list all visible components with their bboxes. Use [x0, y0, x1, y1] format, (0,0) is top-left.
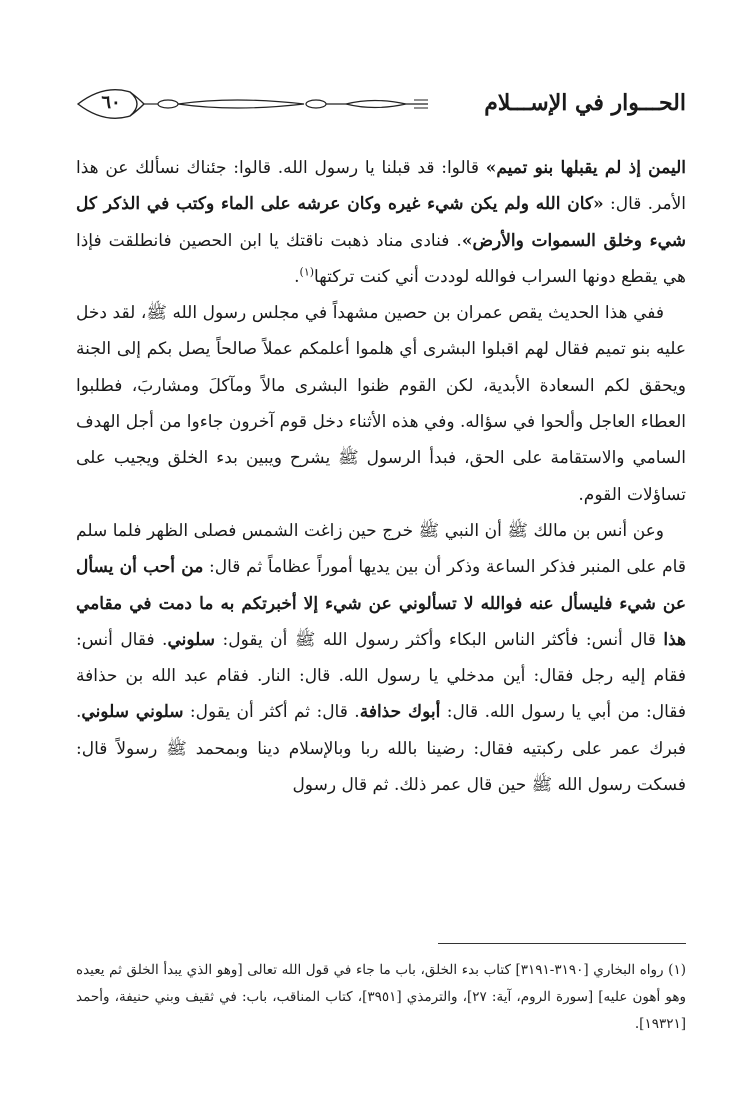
text-run: .	[294, 266, 300, 287]
text-run: قالوا: قد قبلنا يا رسول الله. قالوا: جئناك نسألك عن هذا الأمر. قال:	[76, 158, 686, 215]
footnote-ref: (١)	[299, 265, 315, 279]
footnote-separator	[438, 943, 686, 944]
footnotes	[76, 957, 686, 1038]
bold-quote: «كان الله ولم يكن شيء غيره وكان عرشه على الماء وكتب في الذكر كل شيء وخلق السموات والأرض»	[76, 194, 686, 251]
page-number: ٦٠	[101, 92, 121, 113]
text-run: . فبرك عمر على ركبتيه فقال: رضينا بالله ربا وبالإسلام دينا وبمحمد ﷺ رسولاً قال: فسكت رسول الله ﷺ حين قال عمر ذلك. ثم قال رسول	[76, 702, 686, 796]
text-run: قال أنس: فأكثر الناس البكاء وأكثر رسول الله ﷺ أن يقول:	[215, 629, 664, 650]
footnote-item: (١) رواه البخاري [٣١٩٠-٣١٩١] كتاب بدء الخلق، باب ما جاء في قول الله تعالى [وهو الذي يبدأ الخلق ثم يعيده وهو أهون عليه] [سورة الروم، آية: ٢٧]، والترمذي [٣٩٥١]، كتاب المناقب، باب: في ثقيف وبني حنيفة، وأحمد [١٩٣٢١].	[76, 962, 687, 1032]
page-header	[74, 84, 686, 124]
bold-quote: أبوك حذافة	[359, 702, 441, 723]
bold-quote: سلوني سلوني	[81, 702, 184, 723]
text-run: . فنادى مناد ذهبت ناقتك يا ابن الحصين فانطلقت فإذا هي يقطع دونها السراب فوالله لوددت أني كنت تركتها	[76, 230, 686, 287]
text-run: . فقال أنس: فقام إليه رجل فقال: أين مدخلي يا رسول الله. قال: النار. فقام عبد الله بن حذافة فقال: من أبي يا رسول الله. قال:	[76, 629, 686, 723]
text-run: ففي هذا الحديث يقص عمران بن حصين مشهداً في مجلس رسول الله ﷺ، لقد دخل عليه بنو تميم فقال لهم اقبلوا البشرى أي هلموا أعلمكم عملاً صالحاً يصل بكم إلى الجنة ويحقق لكم السعادة الأبدية، لكن القوم ظنوا البشرى مالاً ومآكلَ ومشاربَ، فطلبوا العطاء العاجل وألحوا في سؤاله. وفي هذه الأثناء دخل قوم آخرون جاءوا من أجل الهدف السامي والاستقامة على الحق، فبدأ الرسول ﷺ يشرح ويبين بدء الخلق ويجيب على تساؤلات القوم.	[76, 303, 686, 505]
text-run: . قال: ثم أكثر أن يقول:	[183, 702, 360, 723]
paragraph	[76, 150, 686, 295]
running-title: الحـــوار في الإســـلام	[478, 88, 686, 118]
text-run: وعن أنس بن مالك ﷺ أن النبي ﷺ خرج حين زاغت الشمس فصلى الظهر فلما سلم قام على المنبر فذكر الساعة وذكر أن بين يديها أموراً عظاماً ثم قال:	[76, 520, 686, 578]
paragraph	[76, 295, 686, 513]
main-text	[76, 150, 686, 803]
bold-quote: سلوني	[167, 629, 216, 650]
bold-quote: اليمن إذ لم يقبلها بنو تميم»	[485, 158, 686, 178]
bold-quote: من أحب أن يسأل عن شيء فليسأل عنه فوالله لا تسألوني عن شيء إلا أخبرتكم به ما دمت في مقامي هذا	[76, 557, 687, 650]
paragraph	[76, 513, 686, 803]
